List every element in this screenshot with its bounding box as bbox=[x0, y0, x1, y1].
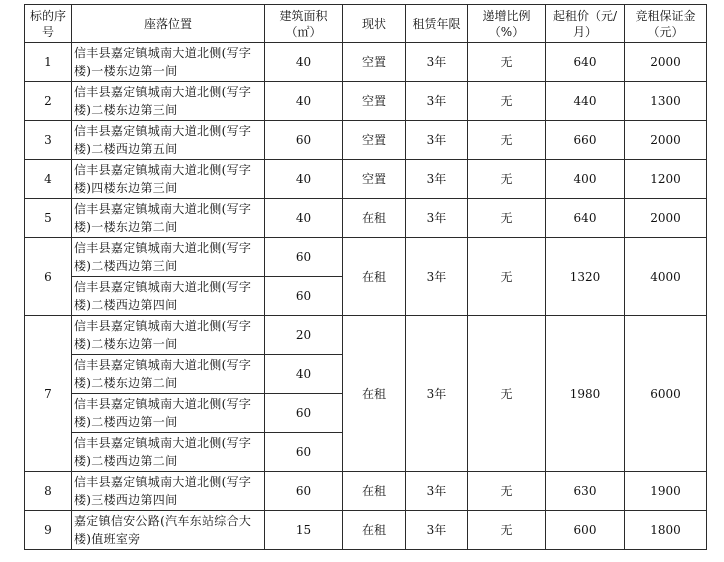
lot-location: 信丰县嘉定镇城南大道北侧(写字楼)二楼西边第五间 bbox=[72, 121, 265, 160]
lot-rent: 660 bbox=[546, 121, 625, 160]
lot-rent: 640 bbox=[546, 199, 625, 238]
table-row bbox=[25, 43, 707, 82]
lot-location: 信丰县嘉定镇城南大道北侧(写字楼)一楼东边第二间 bbox=[72, 199, 265, 238]
header-term: 租赁年限 bbox=[406, 5, 468, 43]
lot-area: 20 bbox=[265, 316, 343, 355]
lot-number: 1 bbox=[25, 43, 72, 82]
lot-term: 3年 bbox=[406, 43, 468, 82]
lot-location: 信丰县嘉定镇城南大道北侧(写字楼)二楼东边第二间 bbox=[72, 355, 265, 394]
table-row bbox=[25, 160, 707, 199]
lot-area: 60 bbox=[265, 277, 343, 316]
lot-increase: 无 bbox=[468, 121, 546, 160]
lot-location: 信丰县嘉定镇城南大道北侧(写字楼)三楼西边第四间 bbox=[72, 472, 265, 511]
lot-location: 嘉定镇信安公路(汽车东站综合大楼)值班室旁 bbox=[72, 511, 265, 550]
header-location: 座落位置 bbox=[72, 5, 265, 43]
lot-increase: 无 bbox=[468, 82, 546, 121]
lot-increase: 无 bbox=[468, 43, 546, 82]
lot-number: 8 bbox=[25, 472, 72, 511]
lot-term: 3年 bbox=[406, 316, 468, 472]
lot-number: 4 bbox=[25, 160, 72, 199]
lot-area: 60 bbox=[265, 238, 343, 277]
lot-location: 信丰县嘉定镇城南大道北侧(写字楼)二楼东边第一间 bbox=[72, 316, 265, 355]
lot-area: 15 bbox=[265, 511, 343, 550]
lot-area: 40 bbox=[265, 355, 343, 394]
lot-location: 信丰县嘉定镇城南大道北侧(写字楼)二楼西边第四间 bbox=[72, 277, 265, 316]
table-row bbox=[25, 511, 707, 550]
lot-status: 在租 bbox=[343, 238, 406, 316]
lot-status: 空置 bbox=[343, 121, 406, 160]
lot-deposit: 1800 bbox=[625, 511, 707, 550]
table-row bbox=[25, 199, 707, 238]
lot-deposit: 6000 bbox=[625, 316, 707, 472]
table-body bbox=[25, 43, 707, 550]
lot-term: 3年 bbox=[406, 121, 468, 160]
header-deposit: 竞租保证金（元） bbox=[625, 5, 707, 43]
header-area: 建筑面积（㎡） bbox=[265, 5, 343, 43]
lot-increase: 无 bbox=[468, 316, 546, 472]
lot-area: 40 bbox=[265, 199, 343, 238]
lot-area: 40 bbox=[265, 82, 343, 121]
lot-deposit: 2000 bbox=[625, 43, 707, 82]
lot-deposit: 4000 bbox=[625, 238, 707, 316]
lot-rent: 630 bbox=[546, 472, 625, 511]
header-no: 标的序号 bbox=[25, 5, 72, 43]
table-row bbox=[25, 316, 707, 355]
header-increase: 递增比例（%） bbox=[468, 5, 546, 43]
lot-rent: 440 bbox=[546, 82, 625, 121]
lot-area: 40 bbox=[265, 160, 343, 199]
lot-area: 60 bbox=[265, 433, 343, 472]
lot-increase: 无 bbox=[468, 238, 546, 316]
lot-deposit: 1900 bbox=[625, 472, 707, 511]
lot-area: 40 bbox=[265, 43, 343, 82]
lot-rent: 400 bbox=[546, 160, 625, 199]
lot-rent: 1320 bbox=[546, 238, 625, 316]
lot-area: 60 bbox=[265, 394, 343, 433]
table-row bbox=[25, 121, 707, 160]
lot-term: 3年 bbox=[406, 511, 468, 550]
header-row bbox=[25, 5, 707, 43]
lot-status: 在租 bbox=[343, 511, 406, 550]
lot-term: 3年 bbox=[406, 160, 468, 199]
lot-increase: 无 bbox=[468, 472, 546, 511]
lot-rent: 640 bbox=[546, 43, 625, 82]
lot-increase: 无 bbox=[468, 511, 546, 550]
table-row bbox=[25, 472, 707, 511]
lot-increase: 无 bbox=[468, 199, 546, 238]
header-rent: 起租价（元/月） bbox=[546, 5, 625, 43]
lot-location: 信丰县嘉定镇城南大道北侧(写字楼)二楼西边第一间 bbox=[72, 394, 265, 433]
lot-deposit: 1300 bbox=[625, 82, 707, 121]
lot-rent: 1980 bbox=[546, 316, 625, 472]
lot-area: 60 bbox=[265, 121, 343, 160]
lot-deposit: 2000 bbox=[625, 199, 707, 238]
lot-number: 2 bbox=[25, 82, 72, 121]
lot-number: 3 bbox=[25, 121, 72, 160]
lot-number: 7 bbox=[25, 316, 72, 472]
lot-term: 3年 bbox=[406, 199, 468, 238]
lot-area: 60 bbox=[265, 472, 343, 511]
lot-number: 5 bbox=[25, 199, 72, 238]
lot-status: 空置 bbox=[343, 160, 406, 199]
lot-location: 信丰县嘉定镇城南大道北侧(写字楼)二楼西边第三间 bbox=[72, 238, 265, 277]
lot-number: 6 bbox=[25, 238, 72, 316]
lot-increase: 无 bbox=[468, 160, 546, 199]
lot-deposit: 2000 bbox=[625, 121, 707, 160]
lot-term: 3年 bbox=[406, 238, 468, 316]
lot-status: 空置 bbox=[343, 43, 406, 82]
lot-status: 在租 bbox=[343, 316, 406, 472]
rental-lots-table bbox=[24, 4, 707, 550]
lot-location: 信丰县嘉定镇城南大道北侧(写字楼)二楼东边第三间 bbox=[72, 82, 265, 121]
table-row bbox=[25, 82, 707, 121]
lot-status: 在租 bbox=[343, 472, 406, 511]
lot-deposit: 1200 bbox=[625, 160, 707, 199]
table-row bbox=[25, 238, 707, 277]
lot-location: 信丰县嘉定镇城南大道北侧(写字楼)四楼东边第三间 bbox=[72, 160, 265, 199]
lot-location: 信丰县嘉定镇城南大道北侧(写字楼)二楼西边第二间 bbox=[72, 433, 265, 472]
lot-term: 3年 bbox=[406, 82, 468, 121]
lot-status: 在租 bbox=[343, 199, 406, 238]
lot-location: 信丰县嘉定镇城南大道北侧(写字楼)一楼东边第一间 bbox=[72, 43, 265, 82]
lot-status: 空置 bbox=[343, 82, 406, 121]
lot-term: 3年 bbox=[406, 472, 468, 511]
header-status: 现状 bbox=[343, 5, 406, 43]
lot-rent: 600 bbox=[546, 511, 625, 550]
lot-number: 9 bbox=[25, 511, 72, 550]
